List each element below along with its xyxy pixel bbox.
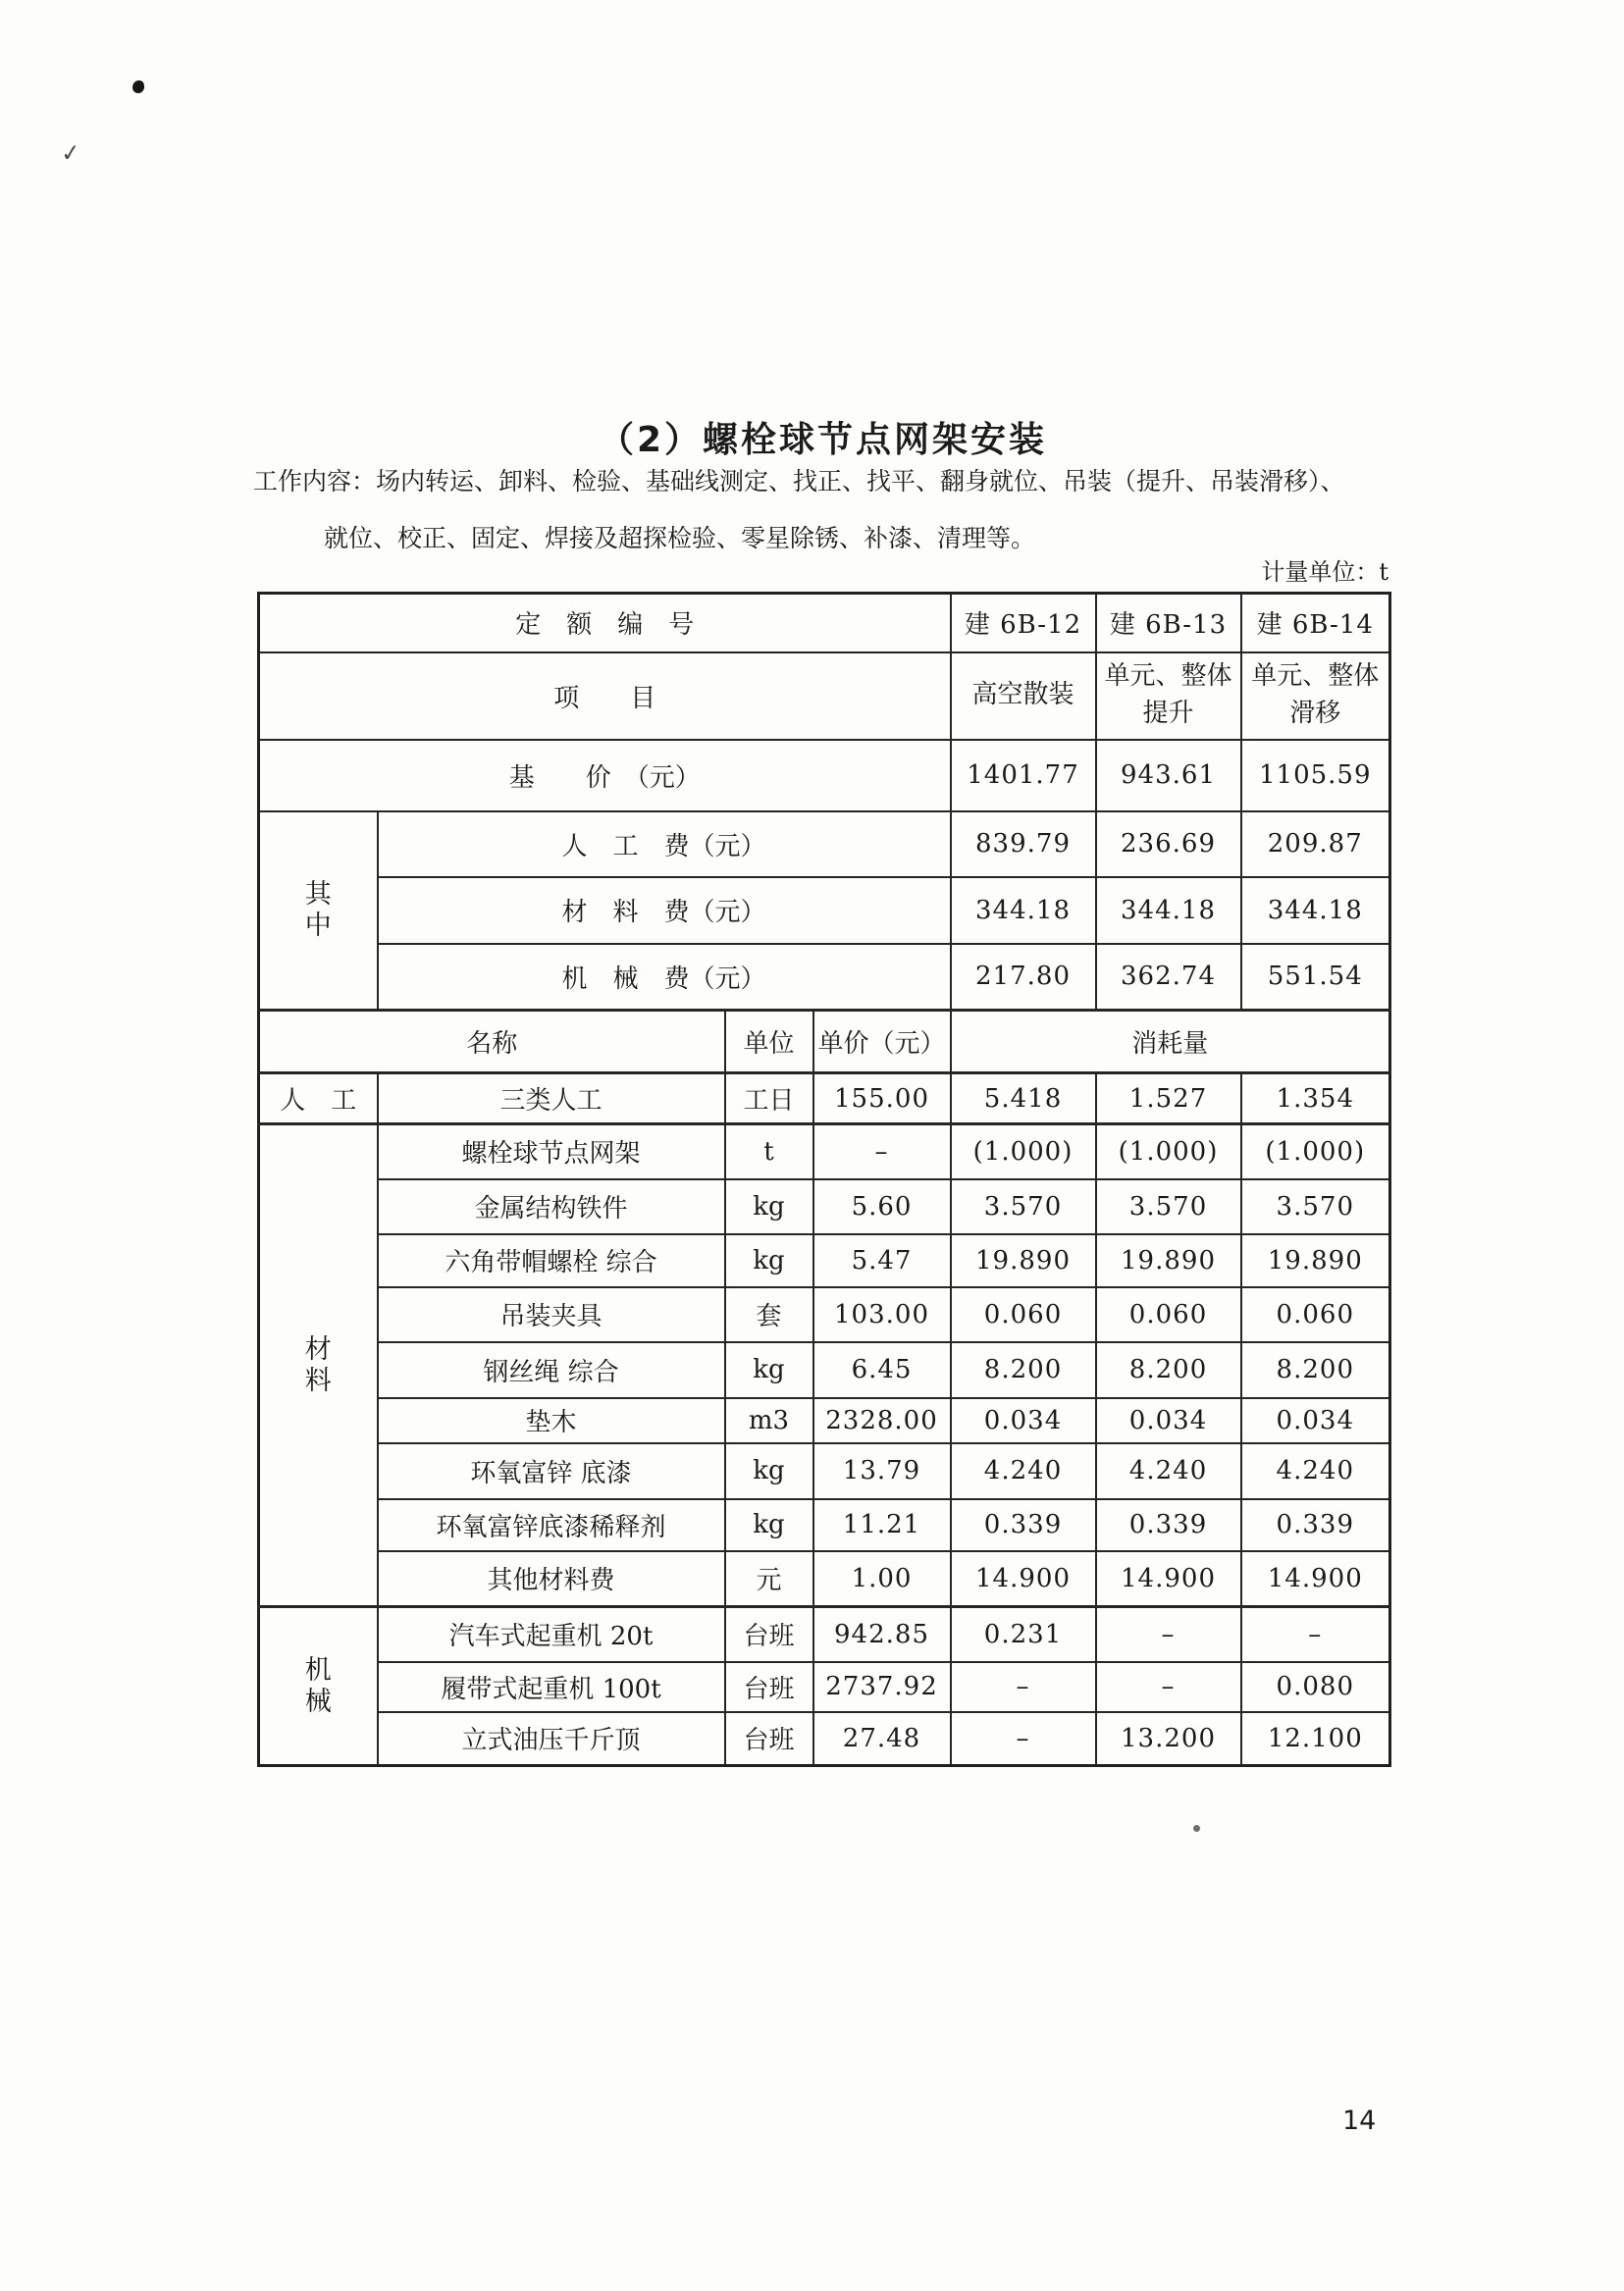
table-row bbox=[259, 652, 1390, 740]
check-mark-icon: ✓ bbox=[59, 138, 82, 168]
quota-code: 建 6B-14 bbox=[1241, 594, 1390, 652]
base-price-label: 基 价 （元） bbox=[259, 740, 951, 811]
row-price: 103.00 bbox=[813, 1287, 951, 1342]
row-value: (1.000) bbox=[951, 1124, 1096, 1179]
item-col bbox=[1096, 652, 1241, 740]
item-label: 项 目 bbox=[259, 652, 951, 740]
table-row bbox=[259, 1179, 1390, 1234]
fee-value: 217.80 bbox=[951, 944, 1096, 1011]
row-unit: kg bbox=[725, 1499, 813, 1551]
table-row bbox=[259, 1234, 1390, 1287]
row-value: 14.900 bbox=[1241, 1551, 1390, 1607]
table-row bbox=[259, 1443, 1390, 1499]
row-price: 155.00 bbox=[813, 1073, 951, 1124]
table-row bbox=[259, 1398, 1390, 1443]
row-price: – bbox=[813, 1124, 951, 1179]
row-value: – bbox=[1241, 1607, 1390, 1662]
row-price: 13.79 bbox=[813, 1443, 951, 1499]
row-value: 14.900 bbox=[1096, 1551, 1241, 1607]
page-number: 14 bbox=[1342, 2106, 1377, 2136]
section-label-material bbox=[259, 1124, 378, 1607]
fee-label: 人 工 费（元） bbox=[378, 811, 951, 877]
section-label-char: 材 bbox=[304, 1333, 332, 1365]
table-row bbox=[259, 1124, 1390, 1179]
table-row bbox=[259, 1551, 1390, 1607]
detail-header-name: 名称 bbox=[259, 1011, 725, 1073]
fee-value: 839.79 bbox=[951, 811, 1096, 877]
row-value: 0.231 bbox=[951, 1607, 1096, 1662]
row-price: 27.48 bbox=[813, 1712, 951, 1766]
table-row bbox=[259, 811, 1390, 877]
row-unit: t bbox=[725, 1124, 813, 1179]
scan-speck-icon bbox=[1193, 1825, 1200, 1832]
row-value: 1.527 bbox=[1096, 1073, 1241, 1124]
item-col-line: 单元、整体 bbox=[1104, 661, 1232, 692]
row-price: 11.21 bbox=[813, 1499, 951, 1551]
row-value: 3.570 bbox=[1241, 1179, 1390, 1234]
fee-value: 344.18 bbox=[1241, 877, 1390, 944]
row-value: 4.240 bbox=[1241, 1443, 1390, 1499]
row-unit: 台班 bbox=[725, 1662, 813, 1712]
row-value: – bbox=[1096, 1662, 1241, 1712]
row-value: – bbox=[951, 1662, 1096, 1712]
table-row bbox=[259, 740, 1390, 811]
row-unit: 工日 bbox=[725, 1073, 813, 1124]
row-unit: 台班 bbox=[725, 1607, 813, 1662]
row-value: 1.354 bbox=[1241, 1073, 1390, 1124]
row-value: 4.240 bbox=[1096, 1443, 1241, 1499]
table-row bbox=[259, 1607, 1390, 1662]
table-row bbox=[259, 877, 1390, 944]
row-value: 0.080 bbox=[1241, 1662, 1390, 1712]
row-name: 三类人工 bbox=[378, 1073, 725, 1124]
fee-value: 362.74 bbox=[1096, 944, 1241, 1011]
fee-value: 551.54 bbox=[1241, 944, 1390, 1011]
row-value: 0.060 bbox=[951, 1287, 1096, 1342]
row-unit: kg bbox=[725, 1443, 813, 1499]
work-content-line2: 就位、校正、固定、焊接及超探检验、零星除锈、补漆、清理等。 bbox=[324, 524, 1036, 552]
row-name: 垫木 bbox=[378, 1398, 725, 1443]
table-row bbox=[259, 1287, 1390, 1342]
row-price: 2328.00 bbox=[813, 1398, 951, 1443]
row-price: 6.45 bbox=[813, 1342, 951, 1398]
work-content-label: 工作内容： bbox=[253, 467, 377, 495]
row-value: 4.240 bbox=[951, 1443, 1096, 1499]
row-price: 1.00 bbox=[813, 1551, 951, 1607]
row-value: 0.339 bbox=[1241, 1499, 1390, 1551]
quota-table bbox=[257, 592, 1391, 1767]
work-content-text1: 场内转运、卸料、检验、基础线测定、找正、找平、翻身就位、吊装（提升、吊装滑移）、 bbox=[376, 467, 1345, 495]
table-row bbox=[259, 1073, 1390, 1124]
row-value: (1.000) bbox=[1096, 1124, 1241, 1179]
row-name: 立式油压千斤顶 bbox=[378, 1712, 725, 1766]
scan-speck-icon bbox=[132, 80, 144, 93]
table-row bbox=[259, 944, 1390, 1011]
row-name: 六角带帽螺栓 综合 bbox=[378, 1234, 725, 1287]
fee-label: 机 械 费（元） bbox=[378, 944, 951, 1011]
item-col-line: 滑移 bbox=[1289, 699, 1341, 728]
row-value: – bbox=[951, 1712, 1096, 1766]
quota-code: 建 6B-13 bbox=[1096, 594, 1241, 652]
section-label-char: 械 bbox=[304, 1686, 332, 1717]
row-unit: kg bbox=[725, 1342, 813, 1398]
quota-code: 建 6B-12 bbox=[951, 594, 1096, 652]
row-value: (1.000) bbox=[1241, 1124, 1390, 1179]
row-value: 3.570 bbox=[1096, 1179, 1241, 1234]
table-row bbox=[259, 1712, 1390, 1766]
base-price-value: 1401.77 bbox=[951, 740, 1096, 811]
row-price: 942.85 bbox=[813, 1607, 951, 1662]
row-name: 钢丝绳 综合 bbox=[378, 1342, 725, 1398]
row-value: – bbox=[1096, 1607, 1241, 1662]
detail-header-price: 单价（元） bbox=[813, 1011, 951, 1073]
row-unit: m3 bbox=[725, 1398, 813, 1443]
row-value: 0.060 bbox=[1241, 1287, 1390, 1342]
row-name: 环氧富锌 底漆 bbox=[378, 1443, 725, 1499]
row-unit: 台班 bbox=[725, 1712, 813, 1766]
row-value: 14.900 bbox=[951, 1551, 1096, 1607]
row-value: 19.890 bbox=[951, 1234, 1096, 1287]
section-label-char: 机 bbox=[304, 1654, 332, 1686]
row-value: 0.034 bbox=[1096, 1398, 1241, 1443]
detail-header-unit: 单位 bbox=[725, 1011, 813, 1073]
row-name: 螺栓球节点网架 bbox=[378, 1124, 725, 1179]
row-value: 12.100 bbox=[1241, 1712, 1390, 1766]
among-label bbox=[259, 811, 378, 1011]
row-value: 0.034 bbox=[951, 1398, 1096, 1443]
row-name: 履带式起重机 100t bbox=[378, 1662, 725, 1712]
section-label-machine bbox=[259, 1607, 378, 1766]
item-col bbox=[1241, 652, 1390, 740]
among-label-char: 中 bbox=[304, 910, 332, 941]
table-row bbox=[259, 594, 1390, 652]
row-value: 0.034 bbox=[1241, 1398, 1390, 1443]
row-value: 19.890 bbox=[1241, 1234, 1390, 1287]
fee-value: 344.18 bbox=[951, 877, 1096, 944]
row-name: 金属结构铁件 bbox=[378, 1179, 725, 1234]
item-col-line: 提升 bbox=[1142, 699, 1194, 728]
item-col bbox=[951, 652, 1096, 740]
work-content-line1 bbox=[253, 469, 1391, 494]
section-label-char: 料 bbox=[304, 1365, 332, 1396]
section-label-labor: 人 工 bbox=[259, 1073, 378, 1124]
work-content bbox=[253, 469, 1391, 550]
row-unit: 套 bbox=[725, 1287, 813, 1342]
row-value: 13.200 bbox=[1096, 1712, 1241, 1766]
fee-label: 材 料 费（元） bbox=[378, 877, 951, 944]
row-value: 8.200 bbox=[1241, 1342, 1390, 1398]
quota-number-label: 定 额 编 号 bbox=[259, 594, 951, 652]
row-value: 8.200 bbox=[1096, 1342, 1241, 1398]
detail-header-consumption: 消耗量 bbox=[951, 1011, 1390, 1073]
fee-value: 236.69 bbox=[1096, 811, 1241, 877]
base-price-value: 943.61 bbox=[1096, 740, 1241, 811]
row-value: 0.060 bbox=[1096, 1287, 1241, 1342]
row-unit: kg bbox=[725, 1234, 813, 1287]
row-name: 汽车式起重机 20t bbox=[378, 1607, 725, 1662]
row-value: 19.890 bbox=[1096, 1234, 1241, 1287]
row-value: 0.339 bbox=[1096, 1499, 1241, 1551]
item-col-line: 高空散装 bbox=[971, 680, 1074, 710]
row-unit: kg bbox=[725, 1179, 813, 1234]
row-price: 5.47 bbox=[813, 1234, 951, 1287]
fee-value: 209.87 bbox=[1241, 811, 1390, 877]
row-name: 吊装夹具 bbox=[378, 1287, 725, 1342]
row-value: 0.339 bbox=[951, 1499, 1096, 1551]
row-price: 5.60 bbox=[813, 1179, 951, 1234]
row-price: 2737.92 bbox=[813, 1662, 951, 1712]
row-unit: 元 bbox=[725, 1551, 813, 1607]
row-name: 环氧富锌底漆稀释剂 bbox=[378, 1499, 725, 1551]
measurement-unit-note: 计量单位：t bbox=[1261, 558, 1388, 586]
row-value: 8.200 bbox=[951, 1342, 1096, 1398]
among-label-char: 其 bbox=[304, 878, 332, 910]
base-price-value: 1105.59 bbox=[1241, 740, 1390, 811]
row-name: 其他材料费 bbox=[378, 1551, 725, 1607]
fee-value: 344.18 bbox=[1096, 877, 1241, 944]
table-row bbox=[259, 1011, 1390, 1073]
table-row bbox=[259, 1499, 1390, 1551]
table-row bbox=[259, 1662, 1390, 1712]
row-value: 3.570 bbox=[951, 1179, 1096, 1234]
row-value: 5.418 bbox=[951, 1073, 1096, 1124]
table-row bbox=[259, 1342, 1390, 1398]
page-title: （2）螺栓球节点网架安装 bbox=[598, 420, 1048, 460]
item-col-line: 单元、整体 bbox=[1251, 661, 1380, 692]
